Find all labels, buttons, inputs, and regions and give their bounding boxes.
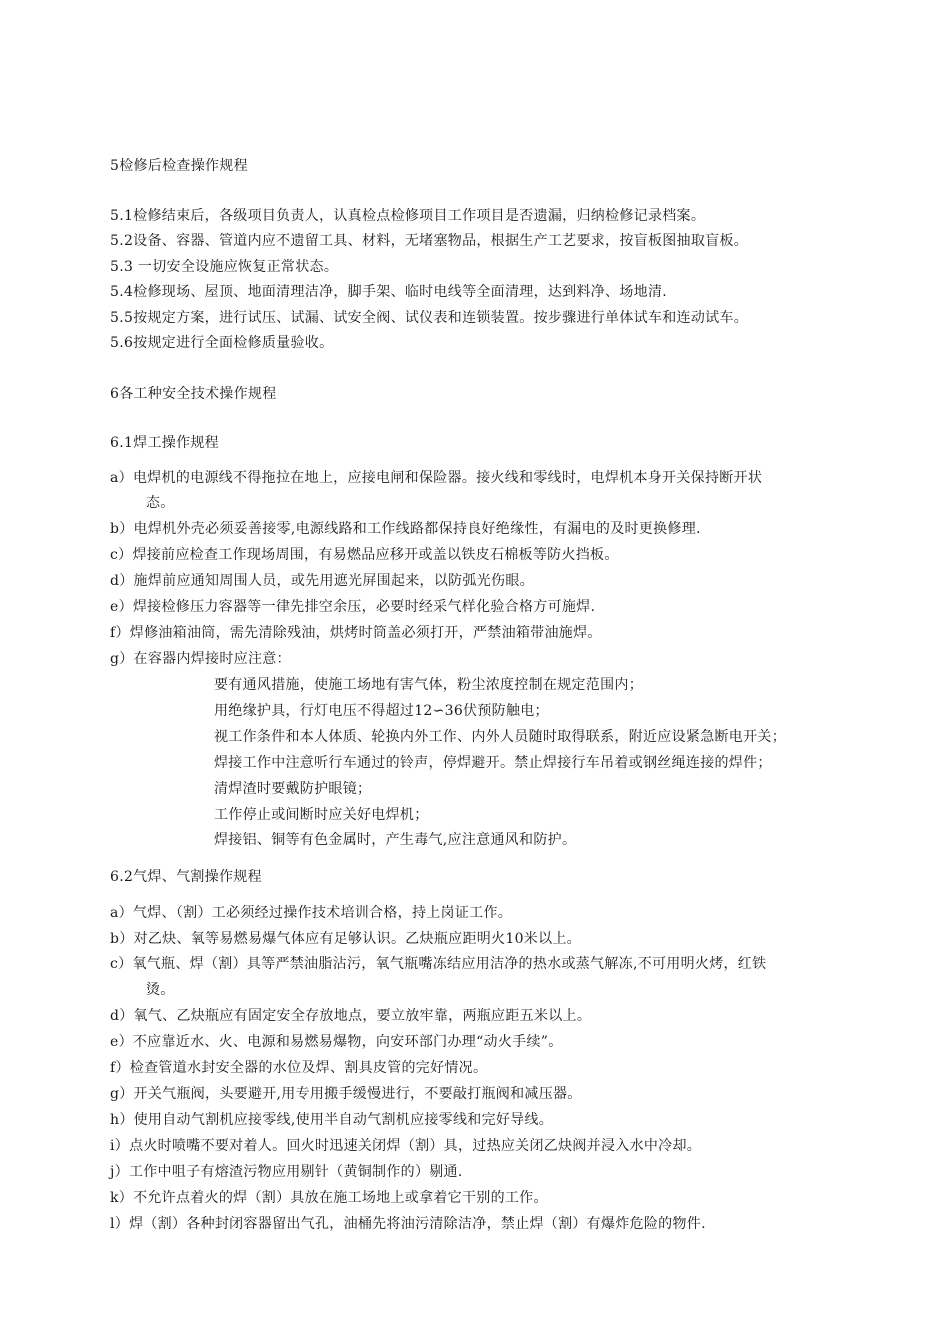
list-item-6-2-i: i）点火时喷嘴不要对着人。回火时迅速关闭焊（割）具，过热应关闭乙炔阀并浸入水中冷却。 bbox=[110, 1138, 702, 1154]
list-item-6-2-l: l）焊（割）各种封闭容器留出气孔，油桶先将油污清除洁净，禁止焊（割）有爆炸危险的物件. bbox=[110, 1216, 706, 1232]
list-item-6-2-h: h）使用自动气割机应接零线,使用半自动气割机应接零线和完好导线。 bbox=[110, 1112, 554, 1128]
list-item-6-2-a: a）气焊、（割）工必须经过操作技术培训合格，持上岗证工作。 bbox=[110, 905, 513, 921]
list-item-6-2-f: f）检查管道水封安全器的水位及焊、割具皮管的完好情况。 bbox=[110, 1060, 488, 1076]
list-item-6-1-c: c）焊接前应检查工作现场周围，有易燃品应移开或盖以铁皮石棉板等防火挡板。 bbox=[110, 547, 619, 563]
sub-item-1: 要有通风措施，使施工场地有害气体，粉尘浓度控制在规定范围内； bbox=[214, 677, 643, 693]
section-6-2-title: 6.2气焊、气割操作规程 bbox=[110, 869, 262, 885]
list-item-6-1-d: d）施焊前应通知周围人员，或先用遮光屏围起来，以防弧光伤眼。 bbox=[110, 573, 534, 589]
sub-item-5: 清焊渣时要戴防护眼镜； bbox=[214, 781, 372, 797]
sub-item-7: 焊接铝、铜等有色金属时，产生毒气,应注意通风和防护。 bbox=[214, 832, 577, 848]
list-item-6-1-f: f）焊修油箱油筒，需先清除残油，烘烤时筒盖必须打开，严禁油箱带油施焊。 bbox=[110, 625, 602, 641]
paragraph-5-4: 5.4检修现场、屋顶、地面清理洁净，脚手架、临时电线等全面清理，达到料净、场地清. bbox=[110, 284, 668, 300]
section-6-title: 6各工种安全技术操作规程 bbox=[110, 386, 277, 402]
list-item-6-2-c: c）氧气瓶、焊（割）具等严禁油脂沾污，氧气瓶嘴冻结应用洁净的热水或蒸气解冻,不可用明火烤，红铁 bbox=[110, 956, 767, 972]
list-item-6-2-j: j）工作中咀子有熔渣污物应用剔针（黄铜制作的）剔通. bbox=[110, 1164, 463, 1180]
paragraph-5-6: 5.6按规定进行全面检修质量验收。 bbox=[110, 335, 334, 351]
list-item-6-1-a-continued: 态。 bbox=[146, 495, 175, 511]
paragraph-5-2: 5.2设备、容器、管道内应不遗留工具、材料，无堵塞物品，根据生产工艺要求，按盲板图抽取盲板。 bbox=[110, 233, 749, 249]
list-item-6-2-e: e）不应靠近水、火、电源和易燃易爆物，向安环部门办理“动火手续”。 bbox=[110, 1034, 563, 1050]
list-item-6-2-g: g）开关气瓶阀，头要避开,用专用搬手缓慢进行，不要敲打瓶阀和减压器。 bbox=[110, 1086, 582, 1102]
list-item-6-2-k: k）不允许点着火的焊（割）具放在施工场地上或拿着它干别的工作。 bbox=[110, 1190, 548, 1206]
paragraph-5-3: 5.3 一切安全设施应恢复正常状态。 bbox=[110, 259, 339, 275]
list-item-6-1-b: b）电焊机外壳必须妥善接零,电源线路和工作线路都保持良好绝缘性，有漏电的及时更换修理. bbox=[110, 521, 701, 537]
paragraph-5-5: 5.5按规定方案，进行试压、试漏、试安全阀、试仪表和连锁装置。按步骤进行单体试车和连动试车。 bbox=[110, 310, 749, 326]
sub-item-3: 视工作条件和本人体质、轮换内外工作、内外人员随时取得联系，附近应设紧急断电开关； bbox=[214, 729, 786, 745]
list-item-6-2-b: b）对乙炔、氧等易燃易爆气体应有足够认识。乙炔瓶应距明火10米以上。 bbox=[110, 931, 581, 947]
list-item-6-1-e: e）焊接检修压力容器等一律先排空余压，必要时经采气样化验合格方可施焊. bbox=[110, 599, 596, 615]
section-6-1-title: 6.1焊工操作规程 bbox=[110, 435, 219, 451]
sub-item-2: 用绝缘护具，行灯电压不得超过12∽36伏预防触电； bbox=[214, 703, 549, 719]
list-item-6-2-d: d）氧气、乙炔瓶应有固定安全存放地点，要立放牢靠，两瓶应距五米以上。 bbox=[110, 1008, 592, 1024]
list-item-6-1-a: a）电焊机的电源线不得拖拉在地上，应接电闸和保险器。接火线和零线时，电焊机本身开关保持断开状 bbox=[110, 470, 763, 486]
sub-item-6: 工作停止或间断时应关好电焊机； bbox=[214, 807, 429, 823]
list-item-6-1-g: g）在容器内焊接时应注意： bbox=[110, 651, 291, 667]
sub-item-4: 焊接工作中注意听行车通过的铃声，停焊避开。禁止焊接行车吊着或钢丝绳连接的焊件； bbox=[214, 755, 772, 771]
section-5-title: 5检修后检查操作规程 bbox=[110, 158, 248, 174]
list-item-6-2-c-continued: 烫。 bbox=[146, 982, 175, 998]
paragraph-5-1: 5.1检修结束后，各级项目负责人，认真检点检修项目工作项目是否遗漏，归纳检修记录档案。 bbox=[110, 208, 706, 224]
